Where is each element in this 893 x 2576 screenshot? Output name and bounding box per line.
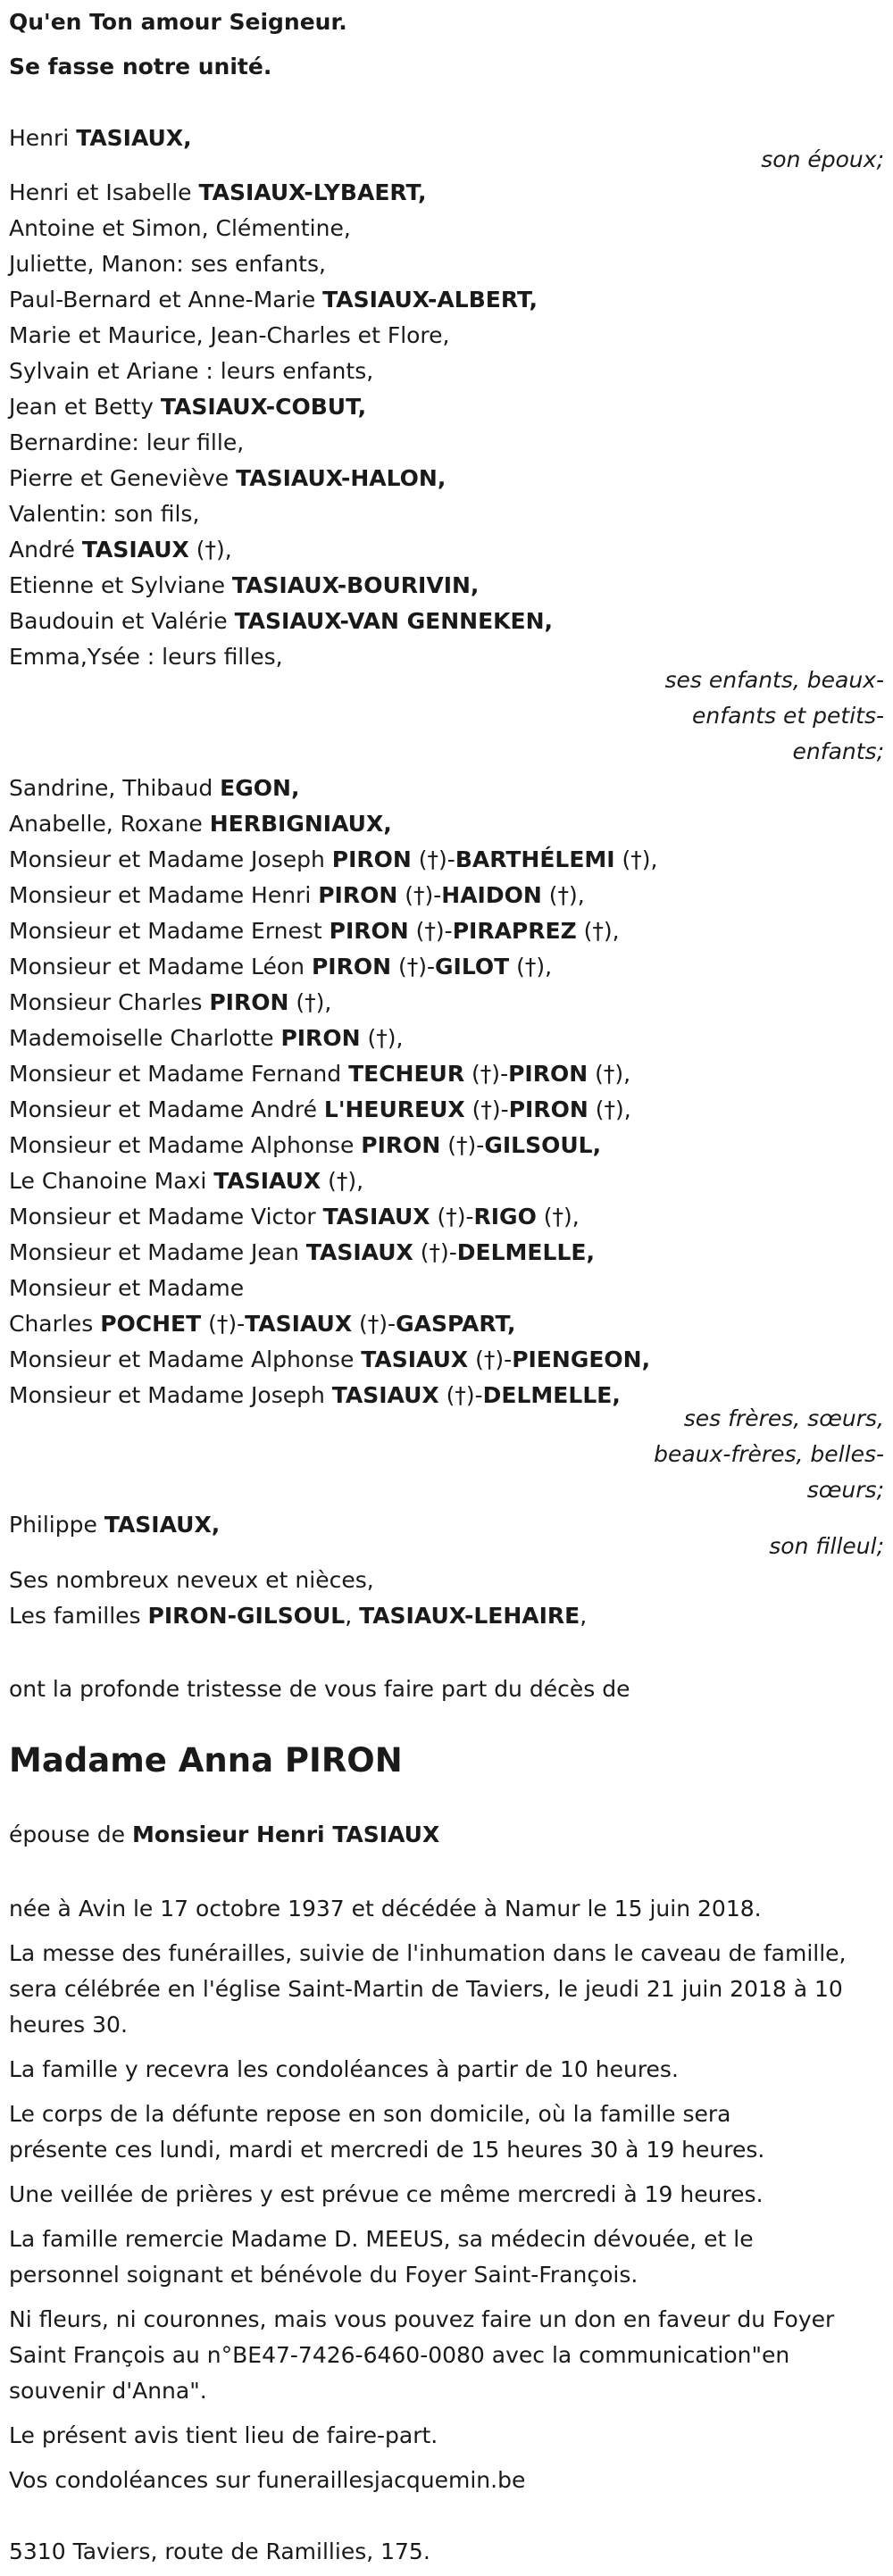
family-line: Monsieur et Madame Jean TASIAUX (†)-DELMELLE, bbox=[9, 1239, 595, 1265]
family-line: Monsieur et Madame Joseph PIRON (†)-BARTHÉLEMI (†), bbox=[9, 846, 658, 872]
family-line: Henri TASIAUX, bbox=[9, 125, 192, 151]
family-line: Le Chanoine Maxi TASIAUX (†), bbox=[9, 1168, 364, 1194]
announcement-intro: ont la profonde tristesse de vous faire part du décès de bbox=[9, 1676, 630, 1702]
family-line: Mademoiselle Charlotte PIRON (†), bbox=[9, 1025, 404, 1051]
family-line: Philippe TASIAUX, bbox=[9, 1512, 221, 1538]
relation-children: enfants; bbox=[792, 738, 884, 764]
deceased-name: Madame Anna PIRON bbox=[9, 1741, 403, 1780]
family-line: Valentin: son fils, bbox=[9, 501, 200, 527]
header-line-1: Qu'en Ton amour Seigneur. bbox=[9, 9, 347, 35]
family-line: Monsieur et Madame André L'HEUREUX (†)-PIRON (†), bbox=[9, 1096, 631, 1122]
family-line: Les familles PIRON-GILSOUL, TASIAUX-LEHAIRE, bbox=[9, 1603, 588, 1629]
relation-siblings: ses frères, sœurs, bbox=[683, 1405, 884, 1431]
family-line: Etienne et Sylviane TASIAUX-BOURIVIN, bbox=[9, 572, 480, 598]
family-line: Emma,Ysée : leurs filles, bbox=[9, 644, 283, 670]
family-line: Baudouin et Valérie TASIAUX-VAN GENNEKEN, bbox=[9, 608, 554, 634]
family-line: Paul-Bernard et Anne-Marie TASIAUX-ALBERT, bbox=[9, 287, 538, 313]
family-line: Charles POCHET (†)-TASIAUX (†)-GASPART, bbox=[9, 1311, 516, 1337]
funeral-mass: heures 30. bbox=[9, 2012, 128, 2038]
family-line: Bernardine: leur fille, bbox=[9, 429, 245, 455]
donation-line: Ni fleurs, ni couronnes, mais vous pouvez faire un don en faveur du Foyer bbox=[9, 2306, 835, 2332]
family-line: Monsieur Charles PIRON (†), bbox=[9, 989, 332, 1015]
address-line: 5310 Taviers, route de Ramillies, 175. bbox=[9, 2538, 430, 2564]
family-line: Monsieur et Madame Alphonse TASIAUX (†)-PIENGEON, bbox=[9, 1346, 651, 1372]
donation-line: souvenir d'Anna". bbox=[9, 2378, 207, 2404]
family-line: Monsieur et Madame Fernand TECHEUR (†)-PIRON (†), bbox=[9, 1061, 631, 1087]
body-location: Le corps de la défunte repose en son domicile, où la famille sera bbox=[9, 2101, 731, 2127]
family-line: Jean et Betty TASIAUX-COBUT, bbox=[9, 394, 367, 420]
header-line-2: Se fasse notre unité. bbox=[9, 54, 272, 79]
family-line: Pierre et Geneviève TASIAUX-HALON, bbox=[9, 465, 446, 491]
donation-line: Saint François au n°BE47-7426-6460-0080 avec la communication"en bbox=[9, 2342, 790, 2368]
funeral-mass: La messe des funérailles, suivie de l'inhumation dans le caveau de famille, bbox=[9, 1940, 847, 1966]
family-line: Monsieur et Madame Henri PIRON (†)-HAIDON (†), bbox=[9, 882, 585, 908]
thanks-line: La famille remercie Madame D. MEEUS, sa médecin dévouée, et le bbox=[9, 2226, 754, 2252]
condolences-time: La famille y recevra les condoléances à partir de 10 heures. bbox=[9, 2056, 679, 2082]
birth-death-line: née à Avin le 17 octobre 1937 et décédée à Namur le 15 juin 2018. bbox=[9, 1896, 762, 1922]
vigil-line: Une veillée de prières y est prévue ce même mercredi à 19 heures. bbox=[9, 2181, 764, 2207]
funeral-mass: sera célébrée en l'église Saint-Martin de Taviers, le jeudi 21 juin 2018 à 10 bbox=[9, 1976, 843, 2002]
family-line: Monsieur et Madame bbox=[9, 1275, 245, 1301]
relation-children: ses enfants, beaux- bbox=[664, 667, 884, 693]
notice-line: Le présent avis tient lieu de faire-part. bbox=[9, 2422, 438, 2448]
family-line: Sylvain et Ariane : leurs enfants, bbox=[9, 358, 374, 384]
spouse-line: épouse de Monsieur Henri TASIAUX bbox=[9, 1822, 440, 1847]
family-line: Marie et Maurice, Jean-Charles et Flore, bbox=[9, 322, 450, 348]
family-line: Monsieur et Madame Victor TASIAUX (†)-RIGO (†), bbox=[9, 1204, 580, 1230]
relation-godson: son filleul; bbox=[769, 1533, 884, 1559]
family-line: Monsieur et Madame Ernest PIRON (†)-PIRAPREZ (†), bbox=[9, 918, 620, 944]
relation-children: enfants et petits- bbox=[692, 703, 884, 729]
relation-spouse: son époux; bbox=[761, 146, 884, 172]
family-line: Monsieur et Madame Alphonse PIRON (†)-GILSOUL, bbox=[9, 1132, 602, 1158]
family-line: Monsieur et Madame Léon PIRON (†)-GILOT (†), bbox=[9, 954, 553, 980]
relation-siblings: beaux-frères, belles- bbox=[654, 1441, 884, 1467]
family-line: Antoine et Simon, Clémentine, bbox=[9, 215, 351, 241]
family-line: André TASIAUX (†), bbox=[9, 537, 232, 563]
relation-siblings: sœurs; bbox=[806, 1477, 884, 1503]
family-line: Henri et Isabelle TASIAUX-LYBAERT, bbox=[9, 179, 427, 205]
family-line: Monsieur et Madame Joseph TASIAUX (†)-DELMELLE, bbox=[9, 1382, 621, 1408]
online-condolences: Vos condoléances sur funeraillesjacquemin.be bbox=[9, 2467, 526, 2493]
body-location: présente ces lundi, mardi et mercredi de 15 heures 30 à 19 heures. bbox=[9, 2137, 765, 2163]
family-line: Sandrine, Thibaud EGON, bbox=[9, 775, 300, 801]
family-line: Juliette, Manon: ses enfants, bbox=[9, 251, 326, 277]
thanks-line: personnel soignant et bénévole du Foyer Saint-François. bbox=[9, 2262, 638, 2288]
family-line: Ses nombreux neveux et nièces, bbox=[9, 1567, 374, 1593]
family-line: Anabelle, Roxane HERBIGNIAUX, bbox=[9, 811, 392, 837]
